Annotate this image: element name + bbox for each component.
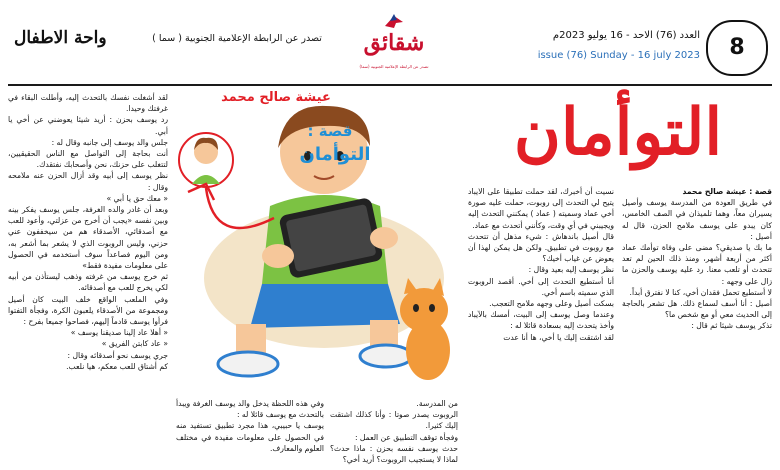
article-paragraph: الروبوت يصدر صوتا : وأنا كذلك اشتقت إليك كثيرا. (330, 410, 458, 431)
article-column-right (622, 186, 772, 470)
article-paragraph: يوسف يا حبيبي، هذا مجرد تطبيق تستفيد منه في الحصول على معلومات مفيدة في مختلف العلوم والمعارف. (176, 421, 324, 453)
article-paragraph: نسيت أن أخبرك، لقد حملت تطبيقا على الايباد يتيح لي التحدث إلى روبوت، حملت عليه صورة أخي عماد وسميته ( عماد ) يمكنني التحدث إليه ويجيبني في أي وقت، وكأنني أتحدث مع عماد. (468, 187, 614, 230)
masthead-logo (356, 8, 432, 78)
article-paragraph: وفي الملعب الواقع خلف البيت كان أصيل ومجموعة من الأصدقاء يلعبون الكرة، وفجأة التفتوا فرأوا يوسف قادماً إليهم، فصاحوا جميعا بفرح : (8, 294, 168, 327)
issue-date-arabic: العدد (76) الاحد - 16 يوليو 2023م (552, 30, 700, 41)
logo-tagline: تصدر عن الرابطة الإعلامية الجنوبية (سما) (359, 64, 429, 69)
article-paragraph: تذكر يوسف شيئا ثم قال : (691, 321, 772, 331)
header-divider (8, 84, 772, 86)
page-number: 8 (706, 20, 768, 76)
article-paragraph: « عاد كابتن الفريق » (101, 339, 168, 349)
story-name: التوأمان (299, 144, 371, 165)
page-header (0, 0, 780, 84)
article-paragraph: لا أستطيع تحمل فقدان أخي، كنا لا نفترق أبداً. (629, 287, 772, 297)
article-paragraph: بسكت أصيل وعلى وجهه ملامح التعجب. (489, 299, 614, 309)
bird-icon (383, 12, 405, 30)
article-column-bottom-a (330, 398, 458, 470)
article-paragraph: « معك حق يا أبي » (106, 193, 168, 203)
article-paragraph: حدث يوسف نفسه بحزن : ماذا حدث؟ لماذا لا يستجيب الروبوت؟ أريد أخي؟ (330, 443, 458, 465)
article-paragraph: كم أشتاق للعب معكم، هيا نلعب. (66, 361, 168, 371)
article-paragraph: قال أصيل باندهاش : شيء مذهل أن تتحدث مع روبوت في تطبيق. ولكن هل يمكن لهذا أن يعوض عن غياب أخيك؟ (468, 231, 614, 264)
article-paragraph: ما بك يا صديقي؟ مضى على وفاة توأمك عماد أكثر من أربعة أشهر، ومنذ ذلك الحين لم تعد تتحدث أو تلعب معنا. رد عليه يوسف والحزن ما زال على وجهه : (622, 243, 772, 286)
logo-word: شقائق (363, 30, 425, 56)
article-paragraph: نظر يوسف إلى أبيه وقد أزال الحزن عنه ملامحه وقال : (8, 171, 168, 192)
article-title: التوأمان (513, 95, 723, 170)
article-paragraph: أنا أستطيع التحدث إلى أخي. أقصد الروبوت الذي سميته باسم أخي. (468, 276, 614, 297)
article-paragraph: في طريق العودة من المدرسة يوسف وأصيل يسيران معاً، وهما تلميذان في الصف الخامس، كان يبدو على يوسف ملامح الحزن، قال له أصيل : (622, 198, 772, 241)
section-name: واحة الاطفال (14, 28, 107, 48)
article-paragraph: « أهلا عاد إلينا صديقنا يوسف » (70, 328, 168, 338)
author-banner: عيشة صالح محمد (221, 90, 331, 105)
article-paragraph: لقد اشتقت إليك يا أخي، ها أنا عدت (503, 332, 614, 342)
article-column-middle-right (468, 186, 614, 470)
article-paragraph: رد يوسف بحزن : أريد شيئا يعوضني عن أخي يا أبي. (8, 115, 168, 136)
article-paragraph: ثم خرج يوسف من غرفته وذهب ليستأذن من أبيه لكي يخرج للعب مع أصدقائه. (8, 272, 168, 293)
article-paragraph: لقد أشغلت نفسك بالتحدث إليه، وأطلت البقاء في غرفتك وحيدا. (8, 93, 168, 114)
publisher-line: تصدر عن الرابطة الإعلامية الجنوبية ( سما ) (152, 33, 322, 44)
article-paragraph: جلس والد يوسف إلى جانبه وقال له : (51, 137, 168, 147)
article-paragraph: من المدرسة. (416, 399, 458, 408)
article-paragraph: وعندما وصل يوسف إلى البيت، أمسك بالآيباد وأخذ يتحدث إليه بسعادة قائلا له : (468, 310, 614, 331)
article-paragraph: وبعد أن غادر والده الغرفة، جلس يوسف يفكر بينه وبين نفسه «يجب أن أخرج من عزلتي، وأعود للعب مع أصدقائي، الأصدقاء هم من سيخففون عني حزني، وليس الروبوت الذي لا يشعر بما أشعر به، ومن اليوم فصاعداً سوف أستخدمه في الحصول على معلومات مفيدة فقط» (8, 205, 168, 271)
article-column-left (8, 92, 168, 470)
article-paragraph: وفي هذه اللحظة يدخل والد يوسف الغرفة ويبدأ بالتحدث مع يوسف قائلا له : (176, 399, 324, 420)
article-paragraph: قصة : عيشة صالح محمد (682, 187, 772, 196)
article-column-bottom-b (176, 398, 324, 470)
article-paragraph: وفجأة توقف التطبيق عن العمل : (354, 432, 458, 442)
article-paragraph: أصيل : أنا أسف لسماع ذلك. هل تشعر بالحاجة إلى الحديث معي أو مع شخص ما؟ (622, 299, 772, 320)
article-paragraph: نظر يوسف إليه بعيد وقال : (528, 265, 614, 275)
article-paragraph: أنت بحاجة إلى التواصل مع الناس الحقيقيين، لتتغلب على حزنك، نحن وأصحابك نفتقدك. (8, 149, 168, 170)
issue-date-english: issue (76) Sunday - 16 july 2023 (537, 50, 700, 61)
story-label: قصة : (307, 122, 353, 140)
article-paragraph: جري يوسف نحو أصدقائه وقال : (67, 350, 168, 360)
